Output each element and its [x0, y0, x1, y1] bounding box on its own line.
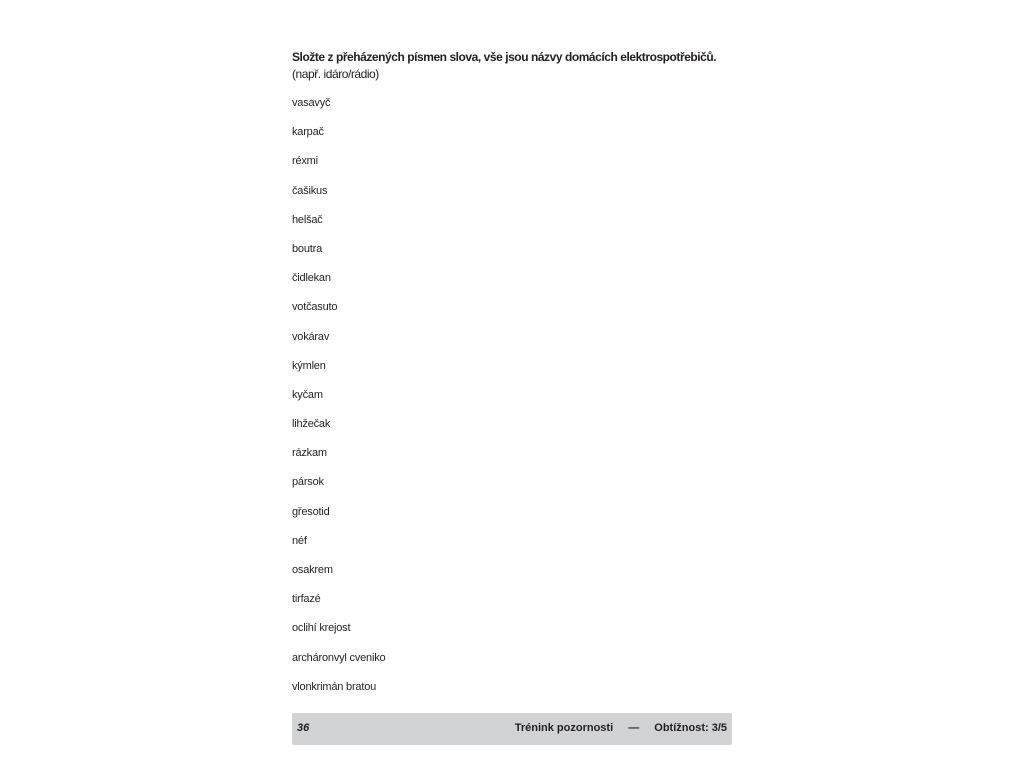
list-item: karpač: [292, 126, 324, 139]
list-item: rázkam: [292, 447, 327, 460]
list-item: néf: [292, 534, 307, 547]
list-item: vokárav: [292, 330, 330, 343]
list-item: vlonkrimán bratou: [292, 680, 377, 693]
list-item: votčasuto: [292, 301, 338, 314]
word-list: [292, 96, 385, 709]
list-item: čidlekan: [292, 272, 331, 285]
list-item: oclihí krejost: [292, 622, 351, 635]
list-item: lihžečak: [292, 418, 331, 431]
list-item: pársok: [292, 476, 324, 489]
list-item: gřesotid: [292, 505, 330, 518]
difficulty-label: Obtížnost: 3/5: [654, 722, 727, 734]
section-title: Trénink pozornosti: [514, 722, 614, 734]
task-example: (např. idáro/rádio): [292, 67, 379, 81]
list-item: čašikus: [292, 184, 328, 197]
task-heading: Složte z přeházených písmen slova, vše jsou názvy domácích elektrospotřebičů.: [292, 50, 717, 64]
list-item: kyčam: [292, 388, 323, 401]
list-item: tirfazé: [292, 593, 321, 606]
list-item: réxmi: [292, 155, 318, 168]
list-item: archáronvyl cveniko: [292, 651, 386, 664]
list-item: kýmlen: [292, 359, 326, 372]
page-number: 36: [297, 722, 310, 734]
list-item: boutra: [292, 242, 322, 255]
footer-separator: —: [628, 722, 640, 734]
page-footer: [292, 713, 732, 745]
list-item: osakrem: [292, 564, 333, 576]
worksheet-page: [292, 0, 732, 768]
list-item: helšač: [292, 213, 323, 226]
footer-info: [515, 722, 727, 734]
list-item: vasavyč: [292, 97, 331, 109]
